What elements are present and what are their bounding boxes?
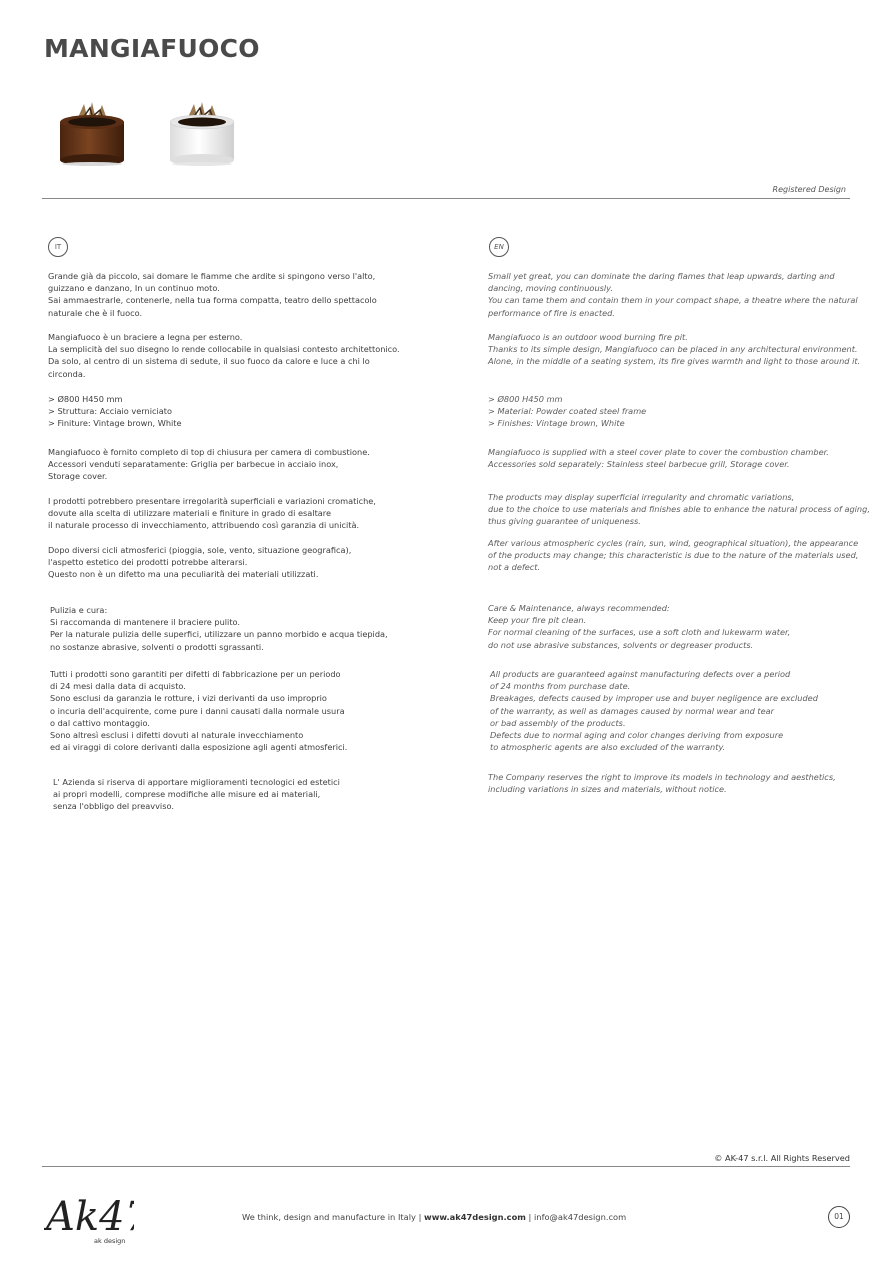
it-paragraph-disclaimer: L' Azienda si riserva di apportare miglioramenti tecnologici ed estetici ai propri modelli, comprese modifiche alle misure ed ai materiali, senza l'obbligo del preavviso. xyxy=(53,777,340,812)
en-paragraph-disclaimer: The Company reserves the right to improve its models in technology and aesthetics, including variations in sizes and materials, without notice. xyxy=(488,772,836,795)
page-number: 01 xyxy=(828,1206,850,1228)
fire-pit-vintage-brown-image xyxy=(56,100,128,166)
it-paragraph-intro: Grande già da piccolo, sai domare le fiamme che ardite si spingono verso l'alto, guizzano e danzano, In un continuo moto. Sai ammaestrarle, contenerle, nella tua forma compatta, teatro dello spettacolo naturale che è il fuoco. xyxy=(48,271,377,318)
page-title: MANGIAFUOCO xyxy=(44,34,260,63)
header-divider xyxy=(42,198,850,199)
it-paragraph-specs: > Ø800 H450 mm > Struttura: Acciaio verniciato > Finiture: Vintage brown, White xyxy=(48,394,182,429)
logo-wordmark: Ak4 xyxy=(46,1194,125,1240)
en-paragraph-intro: Small yet great, you can dominate the daring flames that leap upwards, darting and dancing, moving continuously. You can tame them and contain them in your compact shape, a theatre where the natural performance of fire is enacted. xyxy=(488,271,858,318)
ak47-logo xyxy=(44,1188,134,1246)
it-paragraph-weathering: Dopo diversi cicli atmosferici (pioggia, sole, vento, situazione geografica), l'aspetto estetico dei prodotti potrebbe alterarsi. Questo non è un difetto ma una peculiarità dei materiali utilizzati. xyxy=(48,545,352,580)
it-paragraph-care: Pulizia e cura: Si raccomanda di mantenere il braciere pulito. Per la naturale pulizia delle superfici, utilizzare un panno morbido e acqua tiepida, no sostanze abrasive, solventi o prodotti sgrassanti. xyxy=(50,605,388,652)
en-paragraph-specs: > Ø800 H450 mm > Material: Powder coated steel frame > Finishes: Vintage brown, White xyxy=(488,394,647,429)
it-paragraph-accessories: Mangiafuoco è fornito completo di top di chiusura per camera di combustione. Accessori venduti separatamente: Griglia per barbecue in acciaio inox, Storage cover. xyxy=(48,447,370,482)
email-link[interactable]: info@ak47design.com xyxy=(534,1212,627,1222)
website-link[interactable]: www.ak47design.com xyxy=(424,1212,526,1222)
en-paragraph-weathering: After various atmospheric cycles (rain, sun, wind, geographical situation), the appearance of the products may change; this characteristic is due to the nature of the materials used, not a defect. xyxy=(488,538,859,573)
en-paragraph-description: Mangiafuoco is an outdoor wood burning fire pit. Thanks to its simple design, Mangiafuoco can be placed in any architectural environment. Alone, in the middle of a seating system, its fire gives warmth and light to those around it. xyxy=(488,332,861,367)
tagline-text: We think, design and manufacture in Italy | xyxy=(242,1212,425,1222)
lang-badge-it: IT xyxy=(48,237,68,257)
logo-subtitle: ak design xyxy=(94,1237,126,1245)
it-paragraph-warranty: Tutti i prodotti sono garantiti per difetti di fabbricazione per un periodo di 24 mesi dalla data di acquisto. Sono esclusi da garanzia le rotture, i vizi derivanti da uso improprio o incuria dell'acquirente, come pure i danni causati dalla normale usura o dal cattivo montaggio. Sono altresì esclusi i difetti dovuti al naturale invecchiamento ed ai viraggi di colore derivanti dalla esposizione agli agenti atmosferici. xyxy=(50,669,348,753)
en-paragraph-accessories: Mangiafuoco is supplied with a steel cover plate to cover the combustion chamber. Accessories sold separately: Stainless steel barbecue grill, Storage cover. xyxy=(488,447,829,470)
en-paragraph-warranty: All products are guaranteed against manufacturing defects over a period of 24 months from purchase date. Breakages, defects caused by improper use and buyer negligence are excluded of the warranty, as well as damages caused by normal wear and tear or bad assembly of the products. Defects due to normal aging and color changes deriving from exposure to atmospheric agents are also excluded of the warranty. xyxy=(490,669,818,753)
en-paragraph-irregularities: The products may display superficial irregularity and chromatic variations, due to the choice to use materials and finishes able to enhance the natural process of aging, thus giving guarantee of uniqueness. xyxy=(488,492,870,527)
it-paragraph-description: Mangiafuoco è un braciere a legna per esterno. La semplicità del suo disegno lo rende collocabile in qualsiasi contesto architettonico. Da solo, al centro di un sistema di sedute, il suo fuoco da calore e luce a chi lo circonda. xyxy=(48,332,400,379)
lang-badge-en: EN xyxy=(489,237,509,257)
fire-pit-white-image xyxy=(166,100,238,166)
en-paragraph-care: Care & Maintenance, always recommended: Keep your fire pit clean. For normal cleaning of the surfaces, use a soft cloth and lukewarm water, do not use abrasive substances, solvents or degreaser products. xyxy=(488,603,791,650)
copyright-notice: © AK-47 s.r.l. All Rights Reserved xyxy=(714,1153,850,1163)
it-paragraph-irregularities: I prodotti potrebbero presentare irregolarità superficiali e variazioni cromatiche, dovute alla scelta di utilizzare materiali e finiture in grado di esaltare il naturale processo di invecchiamento, attribuendo così garanzia di unicità. xyxy=(48,496,376,531)
footer-tagline xyxy=(242,1212,626,1222)
registered-design-label: Registered Design xyxy=(772,185,846,194)
footer-divider xyxy=(42,1166,850,1167)
tagline-separator: | xyxy=(525,1212,534,1222)
